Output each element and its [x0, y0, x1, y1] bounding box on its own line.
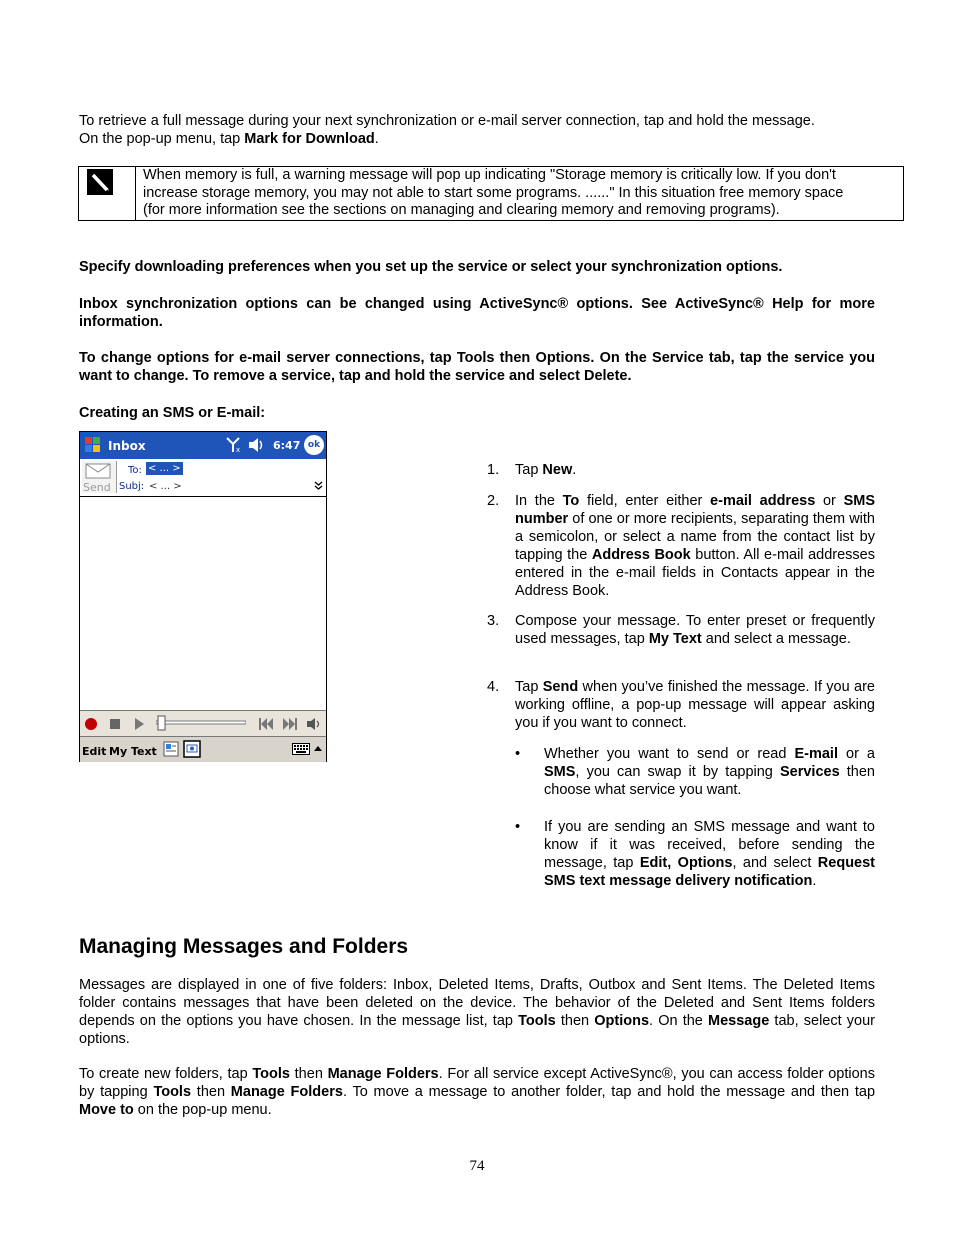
device-clock[interactable]: 6:47 — [273, 439, 301, 452]
message-body[interactable] — [80, 497, 326, 710]
subject-field[interactable]: < ... > — [149, 481, 182, 492]
signal-icon[interactable] — [226, 437, 242, 453]
device-screenshot — [79, 431, 327, 762]
ok-button[interactable]: ok — [304, 435, 324, 455]
speaker-icon[interactable] — [306, 717, 322, 731]
section-heading: Creating an SMS or E-mail: — [79, 405, 266, 421]
send-button[interactable]: Send — [82, 461, 117, 493]
skip-forward-icon[interactable] — [282, 717, 298, 731]
voice-toolbar — [80, 710, 326, 736]
attachment-icon[interactable] — [163, 741, 179, 757]
page-number: 74 — [469, 1158, 485, 1174]
record-icon[interactable] — [84, 717, 98, 731]
bold-paragraph-3: To change options for e-mail server connections, tap Tools then Options. On the Service tab, tap the service you want to change. To remove a service, tap and hold the service and select Delete. — [79, 350, 875, 384]
device-app-title: Inbox — [108, 439, 146, 453]
envelope-icon — [85, 463, 111, 479]
skip-back-icon[interactable] — [258, 717, 274, 731]
stop-icon[interactable] — [108, 717, 122, 731]
expand-chevron-icon[interactable] — [314, 481, 323, 491]
device-title-bar — [80, 432, 326, 459]
to-field[interactable]: < ... > — [148, 463, 181, 474]
bold-paragraph-1: Specify downloading preferences when you set up the service or select your synchronization options. — [79, 259, 783, 275]
note-text: When memory is full, a warning message will pop up indicating "Storage memory is critically low. If you don't increase storage memory, you may not able to start some programs. ......" In this situation free memory space (for more information see the sections on managing and clearing memory and removing programs). — [143, 167, 844, 218]
my-text-menu[interactable]: My Text — [109, 745, 157, 758]
position-slider[interactable] — [156, 715, 246, 731]
message-header — [80, 459, 326, 497]
managing-paragraph-2: To create new folders, tap Tools then Manage Folders. For all service except ActiveSync®, you can access folder options by tapping Tools then Manage Folders. To move a message to another folder, tap and hold the message and then tap Move to on the pop-up menu. — [79, 1066, 876, 1118]
managing-heading: Managing Messages and Folders — [79, 935, 409, 958]
edit-menu[interactable]: Edit — [82, 745, 107, 758]
to-label: To: — [128, 465, 142, 476]
command-bar — [80, 736, 326, 762]
bold-paragraph-2: Inbox synchronization options can be changed using ActiveSync® options. See ActiveSync® Help for more information. — [79, 296, 875, 330]
intro-paragraph: To retrieve a full message during your next synchronization or e-mail server connection, tap and hold the message. On the pop-up menu, tap Mark for Download. — [79, 113, 815, 147]
recording-icon[interactable] — [183, 740, 201, 758]
svg-text:x: x — [236, 446, 241, 453]
note-box — [78, 166, 904, 221]
pencil-note-icon — [87, 169, 113, 195]
keyboard-icon[interactable] — [292, 743, 310, 755]
steps-list: 1. Tap New. 2. In the To field, enter either e-mail address or SMS number of one or more recipients, separating them with a semicolon, or select a name from the contact list by tapping the Address Book button. All e-mail addresses entered in the e-mail fields in Contacts appear in the Address Book. 3. Compose your message. To enter preset or frequently used messages, tap My Text and select a message. 4. Tap Send when you’ve finished the message. If you are working offline, a pop-up message will appear asking you if you want to connect. • Whether you want to send or read E-mail or a SMS, you can swap it by tapping Services then choose what service you want. • If you are sending an SMS message and want to know if it was received, before sending the message, tap Edit, Options, and select Request SMS text message delivery notification. — [487, 462, 876, 889]
play-icon[interactable] — [132, 717, 146, 731]
input-menu-arrow-icon[interactable] — [314, 745, 322, 753]
windows-start-icon[interactable] — [82, 434, 104, 456]
volume-icon[interactable] — [248, 437, 264, 453]
subject-label: Subj: — [119, 481, 145, 492]
managing-paragraph-1: Messages are displayed in one of five folders: Inbox, Deleted Items, Drafts, Outbox and Sent Items. The Deleted Items folder contains messages that have been deleted on the device. The behavior of the Deleted and Sent Items folders depends on the options you have chosen. In the message list, tap Tools then Options. On the Message tab, select your options. — [79, 977, 875, 1047]
